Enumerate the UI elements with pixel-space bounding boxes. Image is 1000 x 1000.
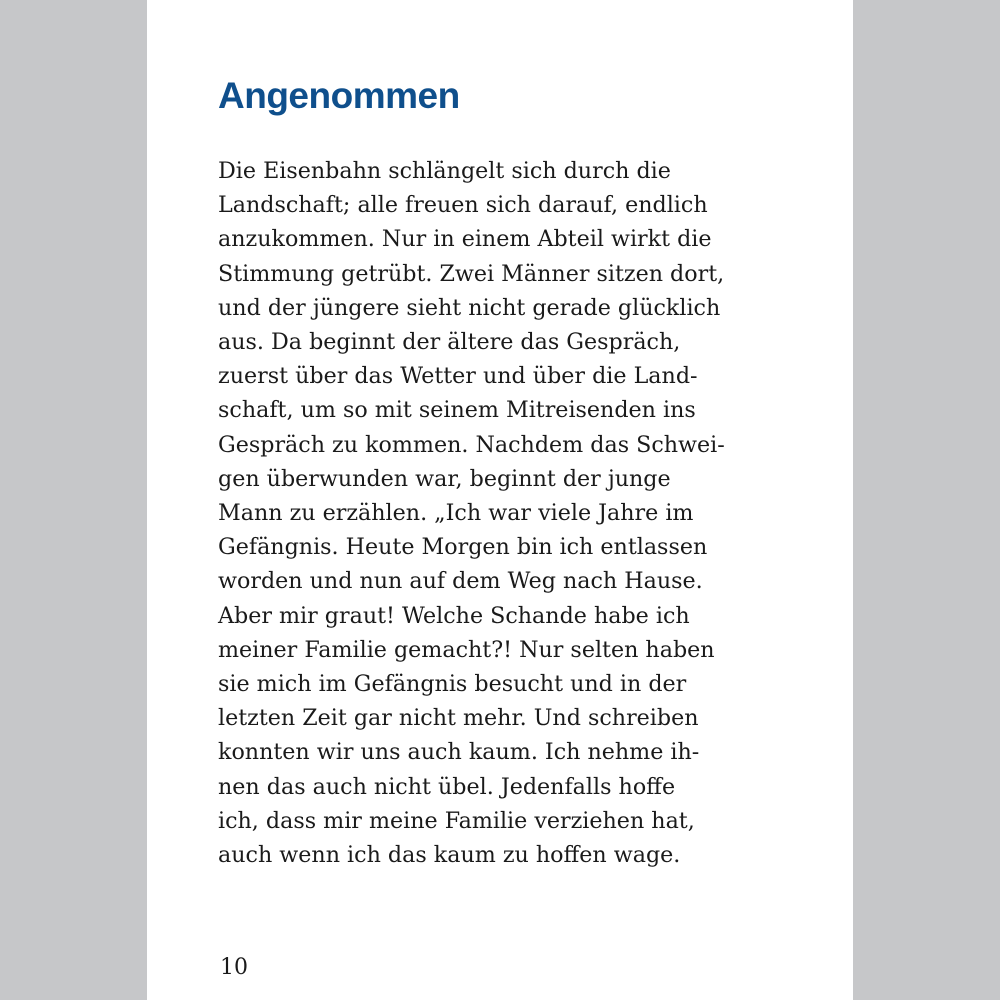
text-line: Gespräch zu kommen. Nachdem das Schwei-	[218, 431, 725, 458]
text-line: zuerst über das Wetter und über die Land-	[218, 363, 698, 390]
text-line: Gefängnis. Heute Morgen bin ich entlassen	[218, 534, 708, 561]
book-page	[147, 0, 853, 1000]
text-line: aus. Da beginnt der ältere das Gespräch,	[218, 329, 681, 356]
text-line: konnten wir uns auch kaum. Ich nehme ih-	[218, 739, 700, 766]
text-line: nen das auch nicht übel. Jedenfalls hoffe	[218, 773, 676, 800]
text-line: sie mich im Gefängnis besucht und in der	[218, 671, 687, 698]
text-line: gen überwunden war, beginnt der junge	[218, 465, 671, 492]
page-title: Angenommen	[218, 75, 460, 116]
text-line: schaft, um so mit seinem Mitreisenden ins	[218, 397, 696, 424]
text-line: auch wenn ich das kaum zu hoffen wage.	[218, 842, 681, 869]
text-line: Stimmung getrübt. Zwei Männer sitzen dort,	[218, 260, 725, 287]
text-line: Landschaft; alle freuen sich darauf, endlich	[218, 192, 708, 219]
text-line: ich, dass mir meine Familie verziehen hat,	[218, 807, 695, 834]
text-line: letzten Zeit gar nicht mehr. Und schreiben	[218, 705, 699, 732]
text-line: und der jüngere sieht nicht gerade glücklich	[218, 294, 721, 321]
text-line: Mann zu erzählen. „Ich war viele Jahre im	[218, 500, 694, 527]
page-number: 10	[220, 955, 248, 980]
text-line: Die Eisenbahn schlängelt sich durch die	[218, 158, 671, 184]
body-text	[218, 154, 818, 872]
text-line: meiner Familie gemacht?! Nur selten haben	[218, 636, 715, 663]
text-line: worden und nun auf dem Weg nach Hause.	[218, 568, 703, 595]
text-line: anzukommen. Nur in einem Abteil wirkt die	[218, 226, 712, 253]
text-line: Aber mir graut! Welche Schande habe ich	[218, 602, 690, 629]
